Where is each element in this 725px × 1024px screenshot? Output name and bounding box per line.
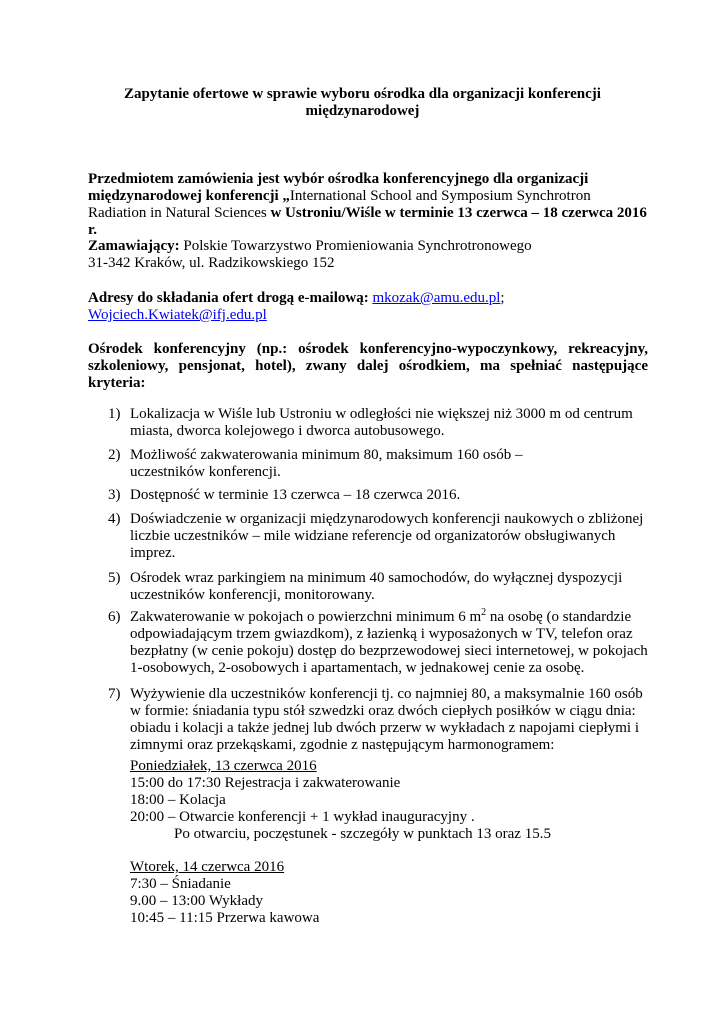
list-item-text: Lokalizacja w Wiśle lub Ustroniu w odległości nie większej niż 3000 m od centrum miasta, dworca kolejowego i dworca autobusowego. bbox=[130, 406, 633, 439]
emails-label: Adresy do składania ofert drogą e-mailową: bbox=[88, 290, 369, 306]
criteria-intro-line-2: szkoleniowy, pensjonat, hotel), zwany dalej ośrodkiem, ma spełniać następujące bbox=[88, 358, 648, 374]
list-item-text: Doświadczenie w organizacji międzynarodowych konferencji naukowych o zbliżonej liczbie uczestników – mile widziane referencje od organizatorów obsługiwanych imprez. bbox=[130, 511, 644, 561]
criteria-intro-line-3: kryteria: bbox=[88, 375, 146, 391]
schedule-line-indented: Po otwarciu, poczęstunek - szczegóły w punktach 13 oraz 15.5 bbox=[174, 826, 551, 842]
schedule-line: 10:45 – 11:15 Przerwa kawowa bbox=[130, 910, 320, 926]
list-item-number: 5) bbox=[108, 570, 121, 586]
superscript-2: 2 bbox=[481, 607, 487, 618]
emails-paragraph bbox=[88, 290, 648, 324]
document-title bbox=[0, 86, 725, 120]
list-item-text: Dostępność w terminie 13 czerwca – 18 czerwca 2016. bbox=[130, 487, 461, 503]
schedule-day-1 bbox=[130, 758, 650, 843]
orderer-label: Zamawiający: bbox=[88, 238, 180, 254]
list-item-number: 4) bbox=[108, 511, 121, 527]
list-item-number: 1) bbox=[108, 406, 121, 422]
schedule-day-header: Poniedziałek, 13 czerwca 2016 bbox=[130, 758, 317, 774]
schedule-line: 7:30 – Śniadanie bbox=[130, 876, 231, 892]
list-item-text bbox=[130, 609, 652, 677]
orderer-address: 31-342 Kraków, ul. Radzikowskiego 152 bbox=[88, 255, 335, 271]
list-item-number: 6) bbox=[108, 609, 121, 625]
item-6-text-start: Zakwaterowanie w pokojach o powierzchni minimum 6 m bbox=[130, 609, 482, 625]
list-item-number: 2) bbox=[108, 447, 121, 463]
orderer-name: Polskie Towarzystwo Promieniowania Synchrotronowego bbox=[179, 238, 532, 254]
subject-paragraph bbox=[88, 171, 648, 239]
schedule-day-2 bbox=[130, 859, 650, 927]
list-item-text: Ośrodek wraz parkingiem na minimum 40 samochodów, do wyłącznej dyspozycji uczestników konferencji, monitorowany. bbox=[130, 570, 623, 603]
schedule-day-header: Wtorek, 14 czerwca 2016 bbox=[130, 859, 285, 875]
subject-bold-lead: Przedmiotem zamówienia jest wybór ośrodka konferencyjnego dla organizacji międzynarodowej konferencji „ bbox=[88, 171, 589, 204]
list-item-number: 7) bbox=[108, 686, 121, 702]
criteria-intro-line-1: Ośrodek konferencyjny (np.: ośrodek konferencyjno-wypoczynkowy, rekreacyjny, bbox=[88, 341, 648, 357]
subject-bold-tail: w Ustroniu/Wiśle w terminie 13 czerwca – 18 czerwca 2016 r. bbox=[88, 205, 647, 238]
orderer-paragraph bbox=[88, 238, 648, 272]
schedule-line: 18:00 – Kolacja bbox=[130, 792, 226, 808]
list-item-number: 3) bbox=[108, 487, 121, 503]
email-link-2[interactable]: Wojciech.Kwiatek@ifj.edu.pl bbox=[88, 307, 267, 323]
list-item-text: Możliwość zakwaterowania minimum 80, maksimum 160 osób – uczestników konferencji. bbox=[130, 447, 523, 480]
title-line-1: Zapytanie ofertowe w sprawie wyboru ośrodka dla organizacji konferencji bbox=[124, 86, 601, 102]
item-6-text-end: na osobę (o standardzie odpowiadającym trzem gwiazdkom), z łazienką i wyposażonych w TV, telefon oraz bezpłatny (w cenie pokoju) dostęp do bezprzewodowej sieci internetowej, w pokojach 1-osobowych, 2-osobowych i apartamentach, w jednakowej cenie za osobę. bbox=[130, 609, 648, 676]
email-link-1[interactable]: mkozak@amu.edu.pl bbox=[372, 290, 501, 306]
schedule-line: 20:00 – Otwarcie konferencji + 1 wykład inauguracyjny . bbox=[130, 809, 475, 825]
email-separator: ; bbox=[500, 290, 505, 306]
criteria-intro bbox=[88, 341, 648, 392]
subject-conference-name: International School and Symposium Synchrotron Radiation in Natural Sciences bbox=[88, 188, 591, 221]
schedule-line: 9.00 – 13:00 Wykłady bbox=[130, 893, 263, 909]
schedule-line: 15:00 do 17:30 Rejestracja i zakwaterowanie bbox=[130, 775, 401, 791]
title-line-2: międzynarodowej bbox=[305, 103, 420, 119]
list-item-text: Wyżywienie dla uczestników konferencji tj. co najmniej 80, a maksymalnie 160 osób w formie: śniadania typu stół szwedzki oraz dwóch ciepłych posiłków w ciągu dnia: obiadu i kolacji a także jednej lub dwóch przerw w wykładach z napojami ciepłymi i zimnymi oraz przekąskami, zgodnie z następującym harmonogramem: bbox=[130, 686, 643, 753]
